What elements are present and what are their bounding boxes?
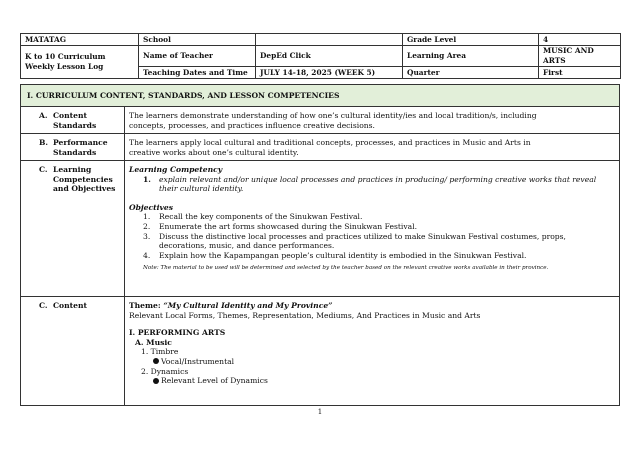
header-table — [20, 33, 621, 79]
bullet-icon — [153, 378, 159, 384]
page-number: 1 — [317, 408, 323, 416]
area-label: Learning Area — [403, 46, 539, 67]
dates-value: JULY 14-18, 2025 (WEEK 5) — [256, 67, 403, 79]
list-item: 1. Recall the key components of the Sinukwan Festival. — [143, 212, 363, 222]
content-label: C. Content — [21, 297, 125, 405]
objectives-note: Note: The material to be used will be determined and selected by the teacher based on the relevant creative works available in their province. — [143, 265, 549, 272]
log-title — [21, 46, 139, 79]
list-item: 3. Discuss the distinctive local processes and practices utilized to make Sinukwan Festival costumes, props, decorations, music, and dance performances. — [143, 231, 566, 251]
learning-competency-heading: Learning Competency — [129, 165, 223, 174]
content-standards-text: The learners demonstrate understanding of how one’s cultural identity/ies and local tradition/s, including concepts, processes, and practices influence creative decisions. — [129, 111, 537, 130]
content-text — [129, 301, 613, 386]
performing-arts-heading: I. PERFORMING ARTS — [129, 328, 226, 338]
grade-label: Grade Level — [403, 34, 539, 46]
competencies-label: C. Learning Competencies and Objectives — [21, 161, 125, 296]
timbre-item: 1. Timbre — [141, 347, 179, 357]
quarter-label: Quarter — [403, 67, 539, 79]
log-title-line1: K to 10 Curriculum — [25, 52, 106, 61]
content-row — [21, 297, 619, 405]
teacher-value: DepEd Click — [256, 46, 403, 67]
matatag-label: MATATAG — [21, 34, 139, 46]
school-label: School — [139, 34, 256, 46]
dynamics-item: 2. Dynamics — [141, 366, 189, 376]
objectives-heading: Objectives — [129, 202, 174, 212]
list-item: 4. Explain how the Kapampangan people’s cultural identity is embodied in the Sinukwan Festival. — [143, 250, 527, 260]
theme-line: Theme: “My Cultural Identity and My Province” — [129, 301, 333, 310]
music-heading: A. Music — [135, 337, 172, 347]
teacher-label: Name of Teacher — [139, 46, 256, 67]
dynamics-bullet: Relevant Level of Dynamics — [129, 376, 613, 386]
dates-label: Teaching Dates and Time — [139, 67, 256, 79]
quarter-value: First — [539, 67, 621, 79]
area-value: MUSIC AND ARTS — [539, 46, 621, 67]
theme-subtitle: Relevant Local Forms, Themes, Representation, Mediums, And Practices in Music and Arts — [129, 310, 481, 320]
competencies-text — [129, 165, 613, 274]
bullet-icon — [153, 358, 159, 364]
performance-standards-label: B. Performance Standards — [21, 134, 125, 160]
objectives-list — [129, 212, 613, 260]
timbre-bullet: Vocal/Instrumental — [129, 357, 613, 367]
performance-standards-row — [21, 134, 619, 161]
grade-value: 4 — [539, 34, 621, 46]
section-title: I. CURRICULUM CONTENT, STANDARDS, AND LESSON COMPETENCIES — [21, 85, 619, 107]
content-standards-row — [21, 107, 619, 134]
list-item: 2. Enumerate the art forms showcased during the Sinukwan Festival. — [143, 221, 417, 231]
performance-standards-text: The learners apply local cultural and traditional concepts, processes, and practices in Music and Arts in creative works about one’s cultural identity. — [129, 138, 531, 157]
log-title-line2: Weekly Lesson Log — [25, 62, 104, 71]
list-item: 1. explain relevant and/or unique local processes and practices in producing/ performing creative works that reveal their cultural identity. — [143, 174, 597, 194]
learning-competency-list — [129, 175, 613, 194]
curriculum-section — [20, 84, 620, 406]
competencies-row — [21, 161, 619, 297]
content-standards-label: A. Content Standards — [21, 107, 125, 133]
school-value — [256, 34, 403, 46]
